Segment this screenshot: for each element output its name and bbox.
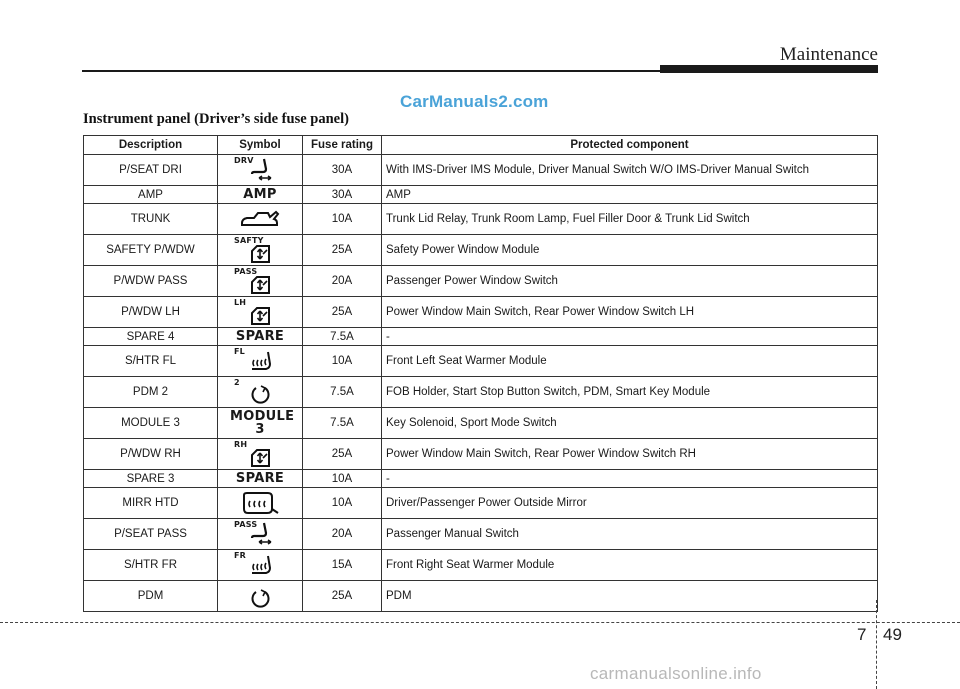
table-row <box>84 519 878 550</box>
fuse-protected-component: PDM <box>382 581 878 612</box>
fuse-symbol <box>218 186 303 204</box>
fuse-description: TRUNK <box>84 204 218 235</box>
fuse-protected-component: Front Left Seat Warmer Module <box>382 346 878 377</box>
table-row <box>84 186 878 204</box>
fuse-symbol <box>218 297 303 328</box>
table-row <box>84 297 878 328</box>
spare-text-symbol: SPARE <box>235 329 285 344</box>
symbol-label: RH <box>234 440 248 449</box>
fuse-protected-component: AMP <box>382 186 878 204</box>
table-row <box>84 346 878 377</box>
mirror-heater-icon <box>238 489 282 517</box>
symbol-label: PASS <box>234 520 258 529</box>
header-rule-thin <box>82 70 660 72</box>
section-title: Instrument panel (Driver’s side fuse panel) <box>83 111 349 127</box>
watermark-bottom[interactable]: carmanualsonline.info <box>590 664 762 683</box>
fuse-protected-component: - <box>382 328 878 346</box>
symbol-label: FR <box>234 551 247 560</box>
table-row <box>84 155 878 186</box>
fuse-rating: 25A <box>303 439 382 470</box>
fuse-protected-component: Front Right Seat Warmer Module <box>382 550 878 581</box>
fuse-rating: 20A <box>303 519 382 550</box>
fuse-symbol <box>218 155 303 186</box>
header-rule-thick <box>660 65 878 73</box>
fuse-rating: 10A <box>303 204 382 235</box>
fuse-protected-component: Driver/Passenger Power Outside Mirror <box>382 488 878 519</box>
fuse-protected-component: Trunk Lid Relay, Trunk Room Lamp, Fuel Filler Door & Trunk Lid Switch <box>382 204 878 235</box>
fuse-description: P/WDW PASS <box>84 266 218 297</box>
table-row <box>84 439 878 470</box>
footer-dashed-divider <box>876 600 877 689</box>
page-header-title: Maintenance <box>779 44 878 65</box>
fuse-rating: 15A <box>303 550 382 581</box>
fuse-symbol <box>218 581 303 612</box>
fuse-symbol <box>218 266 303 297</box>
chapter-number: 7 <box>857 625 867 644</box>
fuse-description: P/WDW LH <box>84 297 218 328</box>
column-header-protected-component: Protected component <box>382 136 878 155</box>
fuse-protected-component: Key Solenoid, Sport Mode Switch <box>382 408 878 439</box>
table-row <box>84 266 878 297</box>
table-row <box>84 488 878 519</box>
fuse-symbol <box>218 408 303 439</box>
table-row <box>84 408 878 439</box>
fuse-protected-component: With IMS-Driver IMS Module, Driver Manual Switch W/O IMS-Driver Manual Switch <box>382 155 878 186</box>
fuse-rating: 20A <box>303 266 382 297</box>
column-header-fuse-rating: Fuse rating <box>303 136 382 155</box>
fuse-rating: 7.5A <box>303 377 382 408</box>
symbol-label: SAFTY <box>234 236 264 245</box>
fuse-rating: 7.5A <box>303 328 382 346</box>
fuse-symbol <box>218 519 303 550</box>
fuse-description: MODULE 3 <box>84 408 218 439</box>
table-row <box>84 550 878 581</box>
fuse-protected-component: Passenger Manual Switch <box>382 519 878 550</box>
fuse-description: SPARE 4 <box>84 328 218 346</box>
fuse-description: S/HTR FL <box>84 346 218 377</box>
fuse-rating: 10A <box>303 470 382 488</box>
fuse-rating: 30A <box>303 186 382 204</box>
symbol-label: DRV <box>234 156 254 165</box>
fuse-rating: 25A <box>303 235 382 266</box>
fuse-symbol <box>218 235 303 266</box>
fuse-symbol <box>218 377 303 408</box>
fuse-table <box>83 135 878 612</box>
fuse-description: P/WDW RH <box>84 439 218 470</box>
fuse-table-header-row <box>84 136 878 155</box>
table-row <box>84 377 878 408</box>
fuse-description: MIRR HTD <box>84 488 218 519</box>
fuse-description: S/HTR FR <box>84 550 218 581</box>
seat-heater-icon <box>240 347 280 375</box>
fuse-symbol <box>218 328 303 346</box>
fuse-rating: 7.5A <box>303 408 382 439</box>
fuse-rating: 10A <box>303 346 382 377</box>
fuse-symbol <box>218 470 303 488</box>
fuse-protected-component: - <box>382 470 878 488</box>
fuse-rating: 25A <box>303 297 382 328</box>
fuse-description: PDM 2 <box>84 377 218 408</box>
fuse-protected-component: Power Window Main Switch, Rear Power Window Switch RH <box>382 439 878 470</box>
footer-dashed-rule <box>0 622 960 623</box>
spare-text-symbol: SPARE <box>235 471 285 486</box>
fuse-rating: 30A <box>303 155 382 186</box>
power-button-icon <box>240 378 280 406</box>
fuse-symbol <box>218 346 303 377</box>
column-header-description: Description <box>84 136 218 155</box>
module-text-symbol: MODULE 3 <box>230 409 295 437</box>
fuse-protected-component: Power Window Main Switch, Rear Power Window Switch LH <box>382 297 878 328</box>
fuse-symbol <box>218 204 303 235</box>
table-row <box>84 470 878 488</box>
fuse-protected-component: FOB Holder, Start Stop Button Switch, PDM, Smart Key Module <box>382 377 878 408</box>
fuse-protected-component: Safety Power Window Module <box>382 235 878 266</box>
fuse-symbol <box>218 550 303 581</box>
fuse-description: AMP <box>84 186 218 204</box>
page-number: 49 <box>883 625 902 644</box>
trunk-car-icon <box>238 207 282 231</box>
symbol-label: LH <box>234 298 247 307</box>
fuse-description: SPARE 3 <box>84 470 218 488</box>
fuse-description: P/SEAT DRI <box>84 155 218 186</box>
symbol-label: PASS <box>234 267 258 276</box>
fuse-description: P/SEAT PASS <box>84 519 218 550</box>
power-button-icon <box>240 582 280 610</box>
table-row <box>84 581 878 612</box>
watermark-top[interactable]: CarManuals2.com <box>400 92 549 111</box>
symbol-label: 2 <box>234 378 240 387</box>
column-header-symbol: Symbol <box>218 136 303 155</box>
fuse-symbol <box>218 488 303 519</box>
fuse-symbol <box>218 439 303 470</box>
table-row <box>84 204 878 235</box>
fuse-rating: 10A <box>303 488 382 519</box>
table-row <box>84 328 878 346</box>
fuse-protected-component: Passenger Power Window Switch <box>382 266 878 297</box>
symbol-label: FL <box>234 347 245 356</box>
fuse-rating: 25A <box>303 581 382 612</box>
table-row <box>84 235 878 266</box>
amp-text-symbol: AMP <box>243 187 277 202</box>
fuse-description: SAFETY P/WDW <box>84 235 218 266</box>
fuse-description: PDM <box>84 581 218 612</box>
